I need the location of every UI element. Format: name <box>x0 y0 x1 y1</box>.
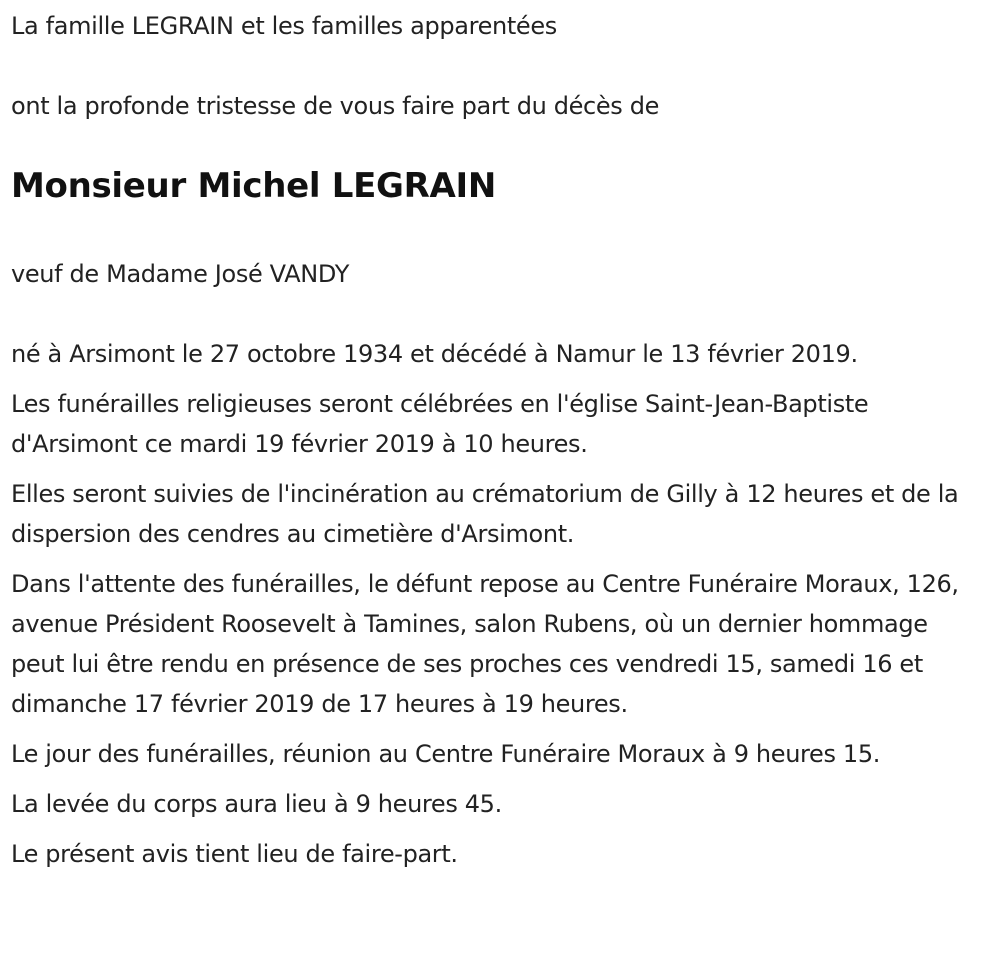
cremation-paragraph: Elles seront suivies de l'incinération au crématorium de Gilly à 12 heures et de la dispersion des cendres au cimetière d'Arsimont. <box>11 480 959 548</box>
notice-intro: La famille LEGRAIN et les familles apparentées <box>11 12 557 40</box>
deceased-name: Monsieur Michel LEGRAIN <box>11 166 497 206</box>
birth-death-paragraph: né à Arsimont le 27 octobre 1934 et décédé à Namur le 13 février 2019. <box>11 340 858 368</box>
notice-announcement: ont la profonde tristesse de vous faire part du décès de <box>11 92 660 120</box>
spouse-line: veuf de Madame José VANDY <box>11 260 350 288</box>
visitation-paragraph: Dans l'attente des funérailles, le défunt repose au Centre Funéraire Moraux, 126, avenue Président Roosevelt à Tamines, salon Rubens, où un dernier hommage peut lui être rendu en présence de ses proches ces vendredi 15, samedi 16 et dimanche 17 février 2019 de 17 heures à 19 heures. <box>11 570 959 718</box>
notice-body <box>11 334 986 884</box>
procession-paragraph: La levée du corps aura lieu à 9 heures 45. <box>11 790 502 818</box>
meeting-paragraph: Le jour des funérailles, réunion au Centre Funéraire Moraux à 9 heures 15. <box>11 740 881 768</box>
closing-paragraph: Le présent avis tient lieu de faire-part. <box>11 840 458 868</box>
funeral-service-paragraph: Les funérailles religieuses seront célébrées en l'église Saint-Jean-Baptiste d'Arsimont ce mardi 19 février 2019 à 10 heures. <box>11 390 869 458</box>
